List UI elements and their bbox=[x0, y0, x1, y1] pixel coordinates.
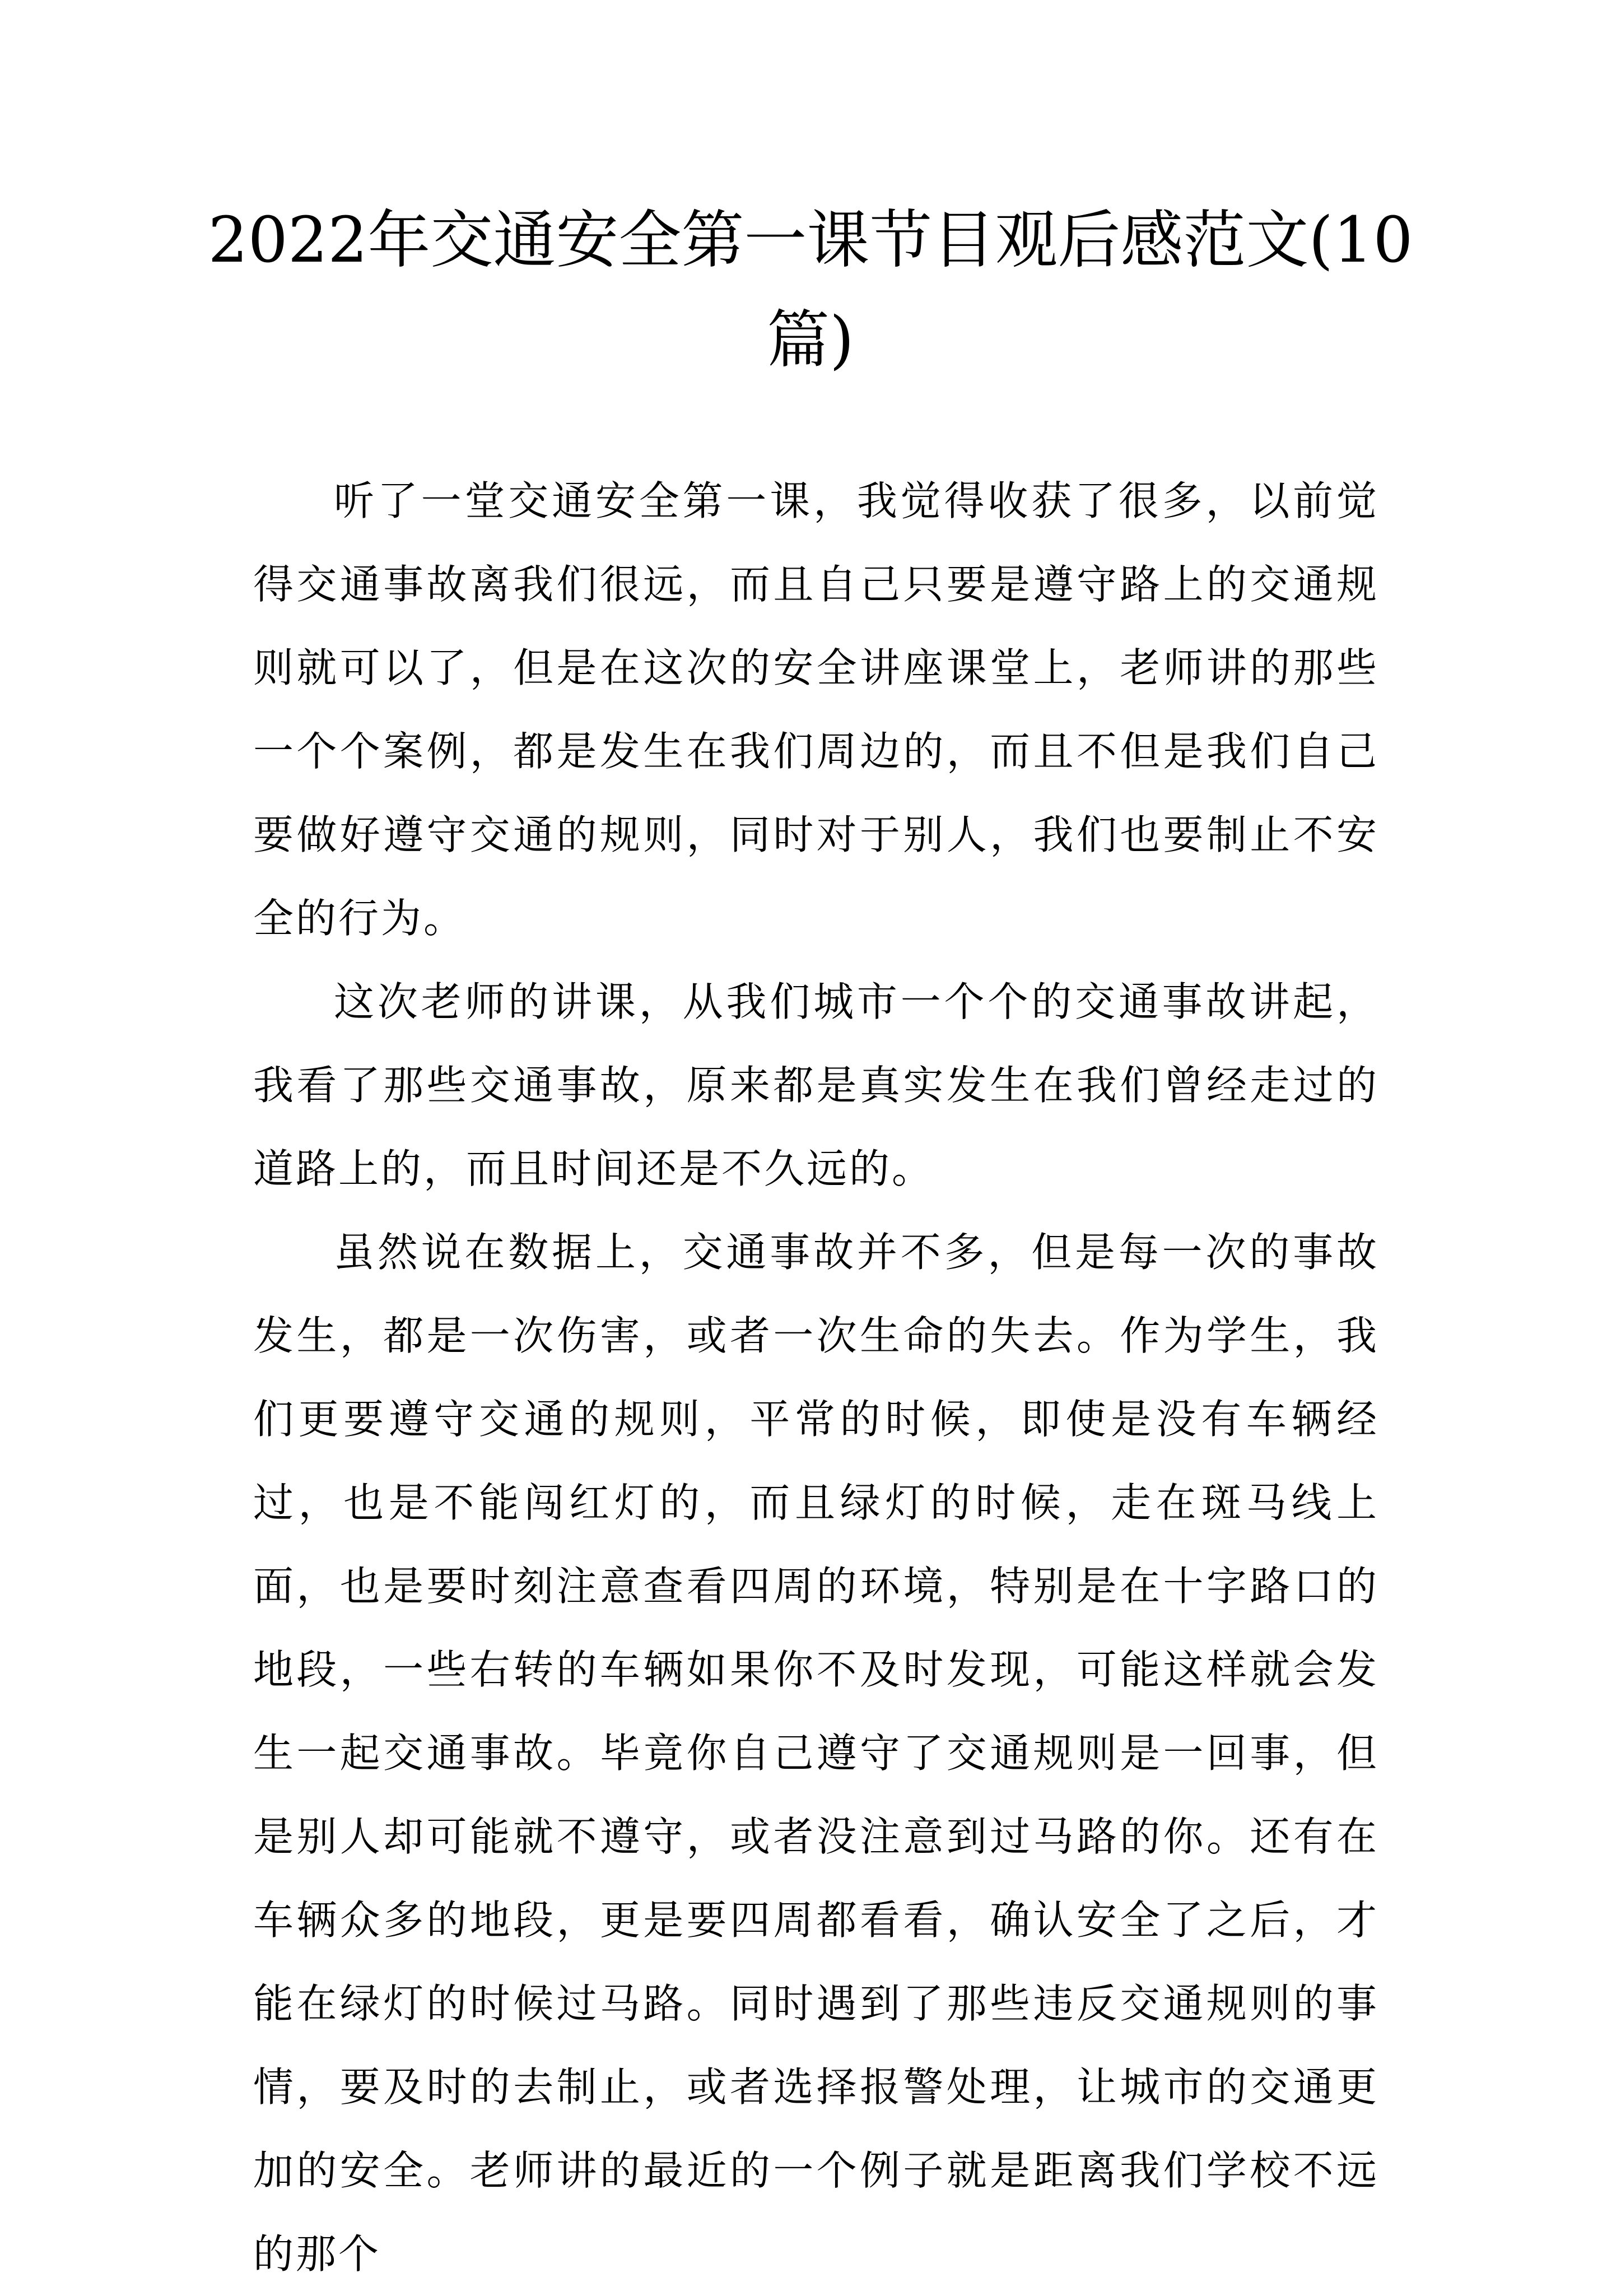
document-title: 2022年交通安全第一课节目观后感范文(10篇) bbox=[208, 204, 1413, 377]
paragraph-3: 虽然说在数据上，交通事故并不多，但是每一次的事故发生，都是一次伤害，或者一次生命的失去。作为学生，我们更要遵守交通的规则，平常的时候，即使是没有车辆经过，也是不能闯红灯的，而且绿灯的时候，走在斑马线上面，也是要时刻注意查看四周的环境，特别是在十字路口的地段，一些右转的车辆如果你不及时发现，可能这样就会发生一起交通事故。毕竟你自己遵守了交通规则是一回事，但是别人却可能就不遵守，或者没注意到过马路的你。还有在车辆众多的地段，更是要四周都看看，确认安全了之后，才能在绿灯的时候过马路。同时遇到了那些违反交通规则的事情，要及时的去制止，或者选择报警处理，让城市的交通更加的安全。老师讲的最近的一个例子就是距离我们学校不远的那个 bbox=[253, 1229, 1379, 2278]
document-body bbox=[253, 459, 1379, 2296]
paragraph-2: 这次老师的讲课，从我们城市一个个的交通事故讲起，我看了那些交通事故，原来都是真实发生在我们曾经走过的道路上的，而且时间还是不久远的。 bbox=[253, 978, 1379, 1192]
paragraph-1: 听了一堂交通安全第一课，我觉得收获了很多，以前觉得交通事故离我们很远，而且自己只要是遵守路上的交通规则就可以了，但是在这次的安全讲座课堂上，老师讲的那些一个个案例，都是发生在我们周边的，而且不但是我们自己要做好遵守交通的规则，同时对于别人，我们也要制止不安全的行为。 bbox=[253, 477, 1379, 942]
